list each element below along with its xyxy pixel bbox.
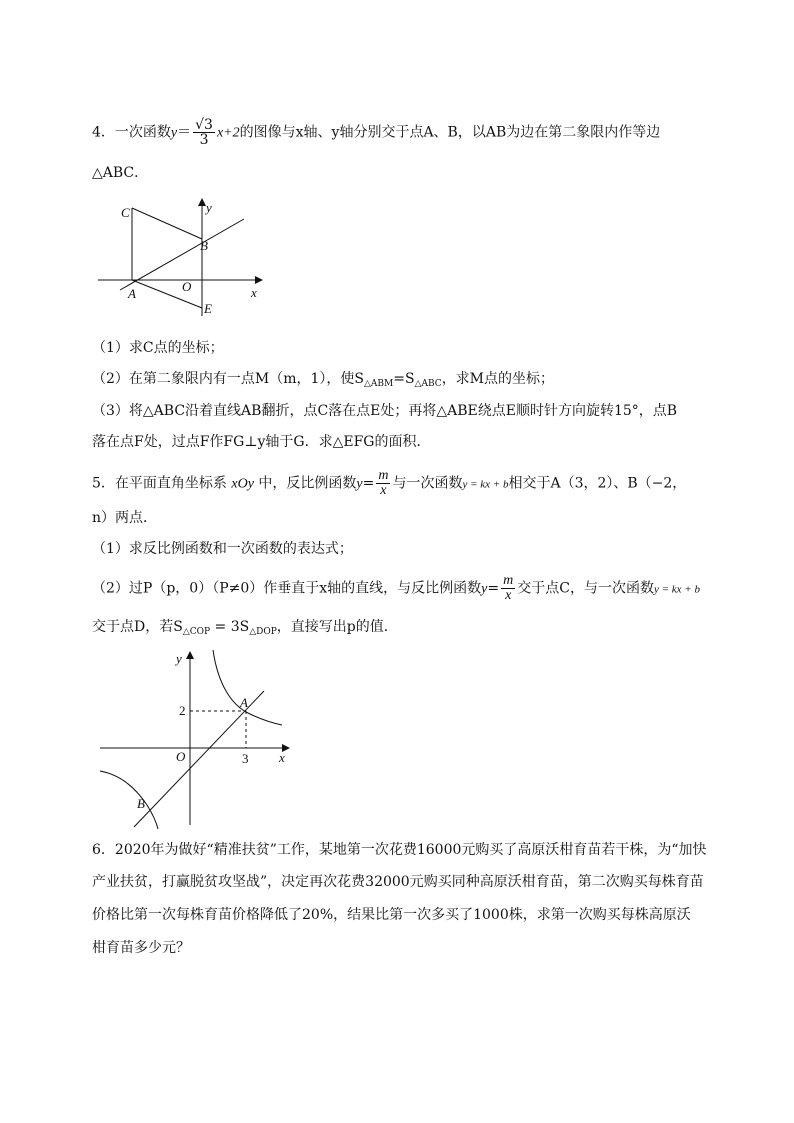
q4-label-e: E: [204, 301, 212, 316]
q5-line2: n）两点．: [92, 510, 158, 526]
q4-label-a: A: [128, 286, 136, 301]
q4-sub3-b: 落在点F处，过点F作FG⊥y轴于G．求△EFG的面积．: [92, 434, 431, 450]
q4-line2: △ABC．: [92, 165, 149, 181]
q5-frac-m: m: [378, 468, 389, 483]
q5-line1: [92, 469, 686, 498]
q5-sub2-frac-m: m: [503, 573, 514, 588]
q5-kxb: y = kx + b: [462, 478, 509, 491]
q6-line4: 柑育苗多少元？: [92, 940, 190, 956]
q4-xplus: x+2: [216, 125, 240, 141]
q4-sub2-c: ，求M点的坐标；: [441, 371, 555, 387]
q5-label-3: 3: [242, 751, 249, 766]
q5-fraction: [376, 469, 390, 498]
q5-label-y: y: [176, 651, 182, 666]
q6-line1: 6．2020年为做好“精准扶贫”工作，某地第一次花费16000元购买了高原沃柑育苗若干株，为“加快: [92, 842, 707, 858]
q5-label-b: B: [137, 796, 145, 811]
q4-head: 4．一次函数: [92, 124, 171, 141]
q5-line4-b: = 3S: [210, 619, 250, 635]
q5-y: y: [356, 476, 363, 492]
q4-line1: [92, 118, 660, 147]
q4-segment-ae: [132, 280, 202, 308]
q5-sub2-c: y = kx + b: [653, 583, 700, 596]
q5-head-c: 与一次函数: [392, 475, 463, 492]
q5-xoy: xOy: [231, 476, 254, 492]
q4-sub1: （1）求C点的坐标；: [92, 340, 224, 356]
q5-sub2: [92, 574, 700, 603]
q5-line4-c: ，直接写出p的值．: [276, 619, 398, 635]
q5-head-a: 5．在平面直角坐标系: [92, 475, 227, 492]
q4-rest: 的图像与x轴、y轴分别交于点A、B，以AB为边在第二象限内作等边: [239, 124, 661, 141]
q4-sub2-s1: △ABM: [364, 379, 394, 389]
q6-line3: 价格比第一次每株育苗价格降低了20%，结果比第一次多买了1000株，求第一次购买每株高原沃: [92, 907, 691, 923]
q5-hyperbola-branch1: [213, 650, 282, 725]
q5-eq: =: [362, 475, 375, 492]
q5-sub2-frac-x: x: [505, 588, 512, 603]
q5-line4-s1: △COP: [182, 627, 211, 637]
q5-label-x: x: [279, 750, 285, 765]
q5-sub2-b: 交于点C，与一次函数: [517, 580, 654, 597]
q5-head-b: 中，反比例函数: [258, 475, 357, 492]
q5-line4-a: 交于点D，若S: [92, 619, 183, 635]
q5-sub2-fraction: [501, 574, 515, 603]
q4-label-x: x: [251, 285, 257, 300]
q4-sub2: [92, 369, 554, 394]
q4-sub2-a: （2）在第二象限内有一点M（m，1），使S: [92, 371, 365, 387]
q5-sub2-a: （2）过P（p，0）（P≠0）作垂直于x轴的直线，与反比例函数: [92, 580, 482, 597]
q5-line4-s2: △DOP: [249, 627, 277, 637]
q5-sub1: （1）求反比例函数和一次函数的表达式；: [92, 541, 353, 557]
q4-fraction: [193, 118, 215, 147]
q4-label-b: B: [200, 238, 208, 253]
q4-label-o: O: [182, 279, 192, 294]
q4-frac-den: 3: [199, 132, 209, 148]
q4-label-c: C: [121, 205, 130, 220]
q4-label-y: y: [206, 200, 212, 215]
q4-eq: ＝: [177, 124, 192, 141]
q5-frac-x: x: [380, 483, 387, 498]
q4-sub2-b: =S: [393, 371, 415, 387]
q4-segment-cb: [132, 208, 202, 239]
q6-line2: 产业扶贫，打赢脱贫攻坚战”，决定再次花费32000元购买同种高原沃柑育苗，第二次购买每株育苗: [92, 874, 704, 890]
q5-label-o: O: [176, 749, 186, 764]
q5-sub2-y: y: [481, 581, 488, 597]
q5-label-2: 2: [179, 703, 186, 718]
q4-frac-num: √3: [195, 117, 213, 133]
q5-label-a: A: [240, 695, 248, 710]
q5-figure: [92, 645, 302, 835]
q5-line4: [92, 617, 398, 642]
q5-sub2-eq: =: [487, 580, 500, 597]
q4-figure: [96, 190, 276, 330]
q4-sub2-s2: △ABC: [414, 379, 442, 389]
q4-sub3-a: （3）将△ABC沿着直线AB翻折，点C落在点E处；再将△ABE绕点E顺时针方向旋转15°，点B: [92, 403, 678, 419]
q5-head-d: 相交于A（3，2）、B（−2，: [508, 475, 687, 492]
q5-hyperbola-branch2: [100, 771, 158, 829]
q4-y: y: [170, 125, 178, 141]
